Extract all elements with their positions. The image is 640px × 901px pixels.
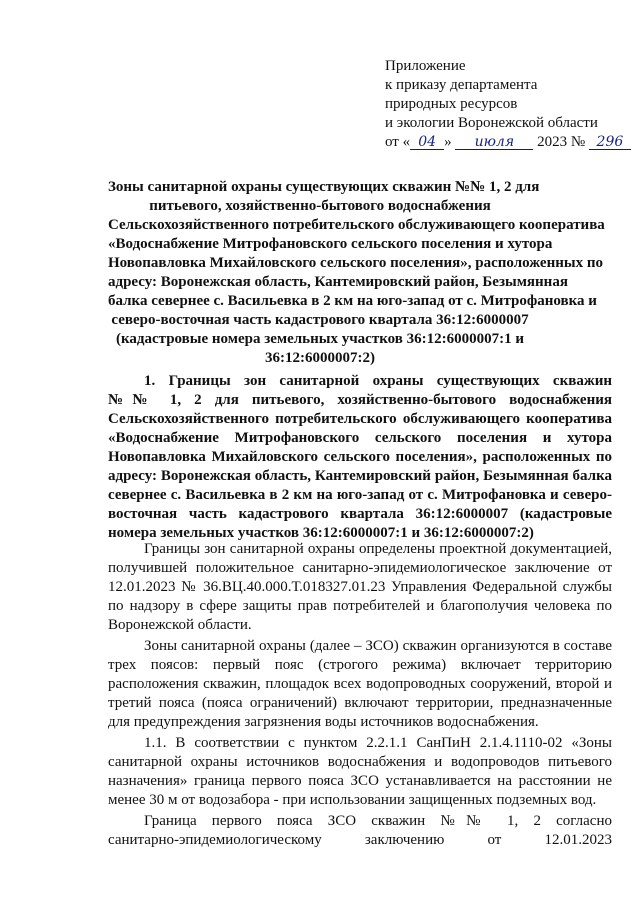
paragraph-line: трех поясов: первый пояс (строгого режима) включает территорию: [108, 657, 612, 673]
section-line: адресу: Воронежская область, Кантемировский район, Безымянная балка: [108, 468, 612, 484]
paragraph-line: санитарной охраны источников водоснабжения и водопроводов питьевого: [108, 754, 612, 770]
paragraph-line: менее 30 м от водозабора - при использовании защищенных подземных вод.: [108, 792, 597, 808]
appendix-date-line: [385, 133, 625, 152]
paragraph-line: назначения» граница первого пояса ЗСО устанавливается на расстоянии не: [108, 773, 612, 789]
section-line: севернее с. Васильевка в 2 км на юго-запад от с. Митрофановка и северо-: [108, 487, 612, 503]
paragraph-line: Воронежской области.: [108, 617, 252, 633]
paragraph-line: для предупреждения загрязнения воды источников водоснабжения.: [108, 714, 539, 730]
handwritten-month: июля: [455, 133, 533, 152]
paragraph-line: Границы зон санитарной охраны определены проектной документацией,: [144, 541, 612, 557]
appendix-line: к приказу департамента: [385, 77, 538, 93]
section-line: «Водоснабжение Митрофановского сельского поселения и хутора: [108, 430, 612, 446]
appendix-block: [385, 57, 625, 152]
paragraph: [108, 637, 612, 732]
paragraph-line: расположения скважин, площадок всех водопроводных сооружений, второй и: [108, 676, 612, 692]
document-title: [108, 178, 605, 368]
title-line: балка севернее с. Васильевка в 2 км на юго-запад от с. Митрофановка и: [108, 293, 597, 309]
paragraph-line: Граница первого пояса ЗСО скважин №№ 1, 2 согласно: [144, 813, 612, 829]
title-line: северо-восточная часть кадастрового квартала 36:12:6000007: [111, 312, 529, 328]
section-line: номера земельных участков 36:12:6000007:1 и 36:12:6000007:2): [108, 525, 534, 541]
document-body: [108, 540, 612, 852]
section-1-heading: [108, 372, 612, 543]
title-line: питьевого, хозяйственно-бытового водоснабжения: [149, 198, 491, 214]
title-line: Зоны санитарной охраны существующих скважин №№ 1, 2 для: [108, 179, 540, 195]
paragraph-line: санитарно-эпидемиологическому заключению от 12.01.2023: [108, 832, 612, 848]
section-line: Новопавловка Михайловского сельского поселения», расположенных по: [108, 449, 612, 465]
paragraph-line: Зоны санитарной охраны (далее – ЗСО) скважин организуются в составе: [144, 638, 612, 654]
title-line: (кадастровые номера земельных участков 36:12:6000007:1 и: [115, 331, 525, 347]
title-line: адресу: Воронежская область, Кантемировский район, Безымянная: [108, 274, 568, 290]
section-line: 1. Границы зон санитарной охраны существующих скважин: [144, 373, 612, 389]
paragraph-line: 1.1. В соответствии с пунктом 2.2.1.1 СанПиН 2.1.4.1110-02 «Зоны: [144, 735, 612, 751]
paragraph: [108, 540, 612, 635]
title-line: Сельскохозяйственного потребительского обслуживающего кооператива: [108, 217, 605, 233]
section-line: №№ 1, 2 для питьевого, хозяйственно-бытового водоснабжения: [108, 392, 612, 408]
handwritten-day: 04: [410, 133, 444, 152]
appendix-line: и экологии Воронежской области: [385, 115, 598, 131]
paragraph-line: третий пояса (пояса ограничений) включают территории, предназначенные: [108, 695, 612, 711]
paragraph: [108, 812, 612, 850]
appendix-line: природных ресурсов: [385, 96, 518, 112]
date-mid: »: [444, 134, 452, 150]
title-line: «Водоснабжение Митрофановского сельского поселения и хутора: [108, 236, 553, 252]
title-line: Новопавловка Михайловского сельского поселения», расположенных по: [108, 255, 603, 271]
section-line: восточная часть кадастрового квартала 36:12:6000007 (кадастровые: [108, 506, 612, 522]
section-line: Сельскохозяйственного потребительского обслуживающего кооператива: [108, 411, 612, 427]
date-prefix: от «: [385, 134, 411, 150]
paragraph-line: получившей положительное санитарно-эпидемиологическое заключение от: [108, 560, 612, 576]
paragraph-line: 12.01.2023 № 36.ВЦ.40.000.Т.018327.01.23 Управления Федеральной службы: [108, 579, 612, 595]
paragraph: [108, 734, 612, 810]
date-year: 2023 №: [537, 134, 586, 150]
title-line: 36:12:6000007:2): [265, 350, 375, 366]
paragraph-line: по надзору в сфере защиты прав потребителей и благополучия человека по: [108, 598, 612, 614]
appendix-line: Приложение: [385, 58, 466, 74]
handwritten-order-number: 296: [589, 133, 631, 152]
